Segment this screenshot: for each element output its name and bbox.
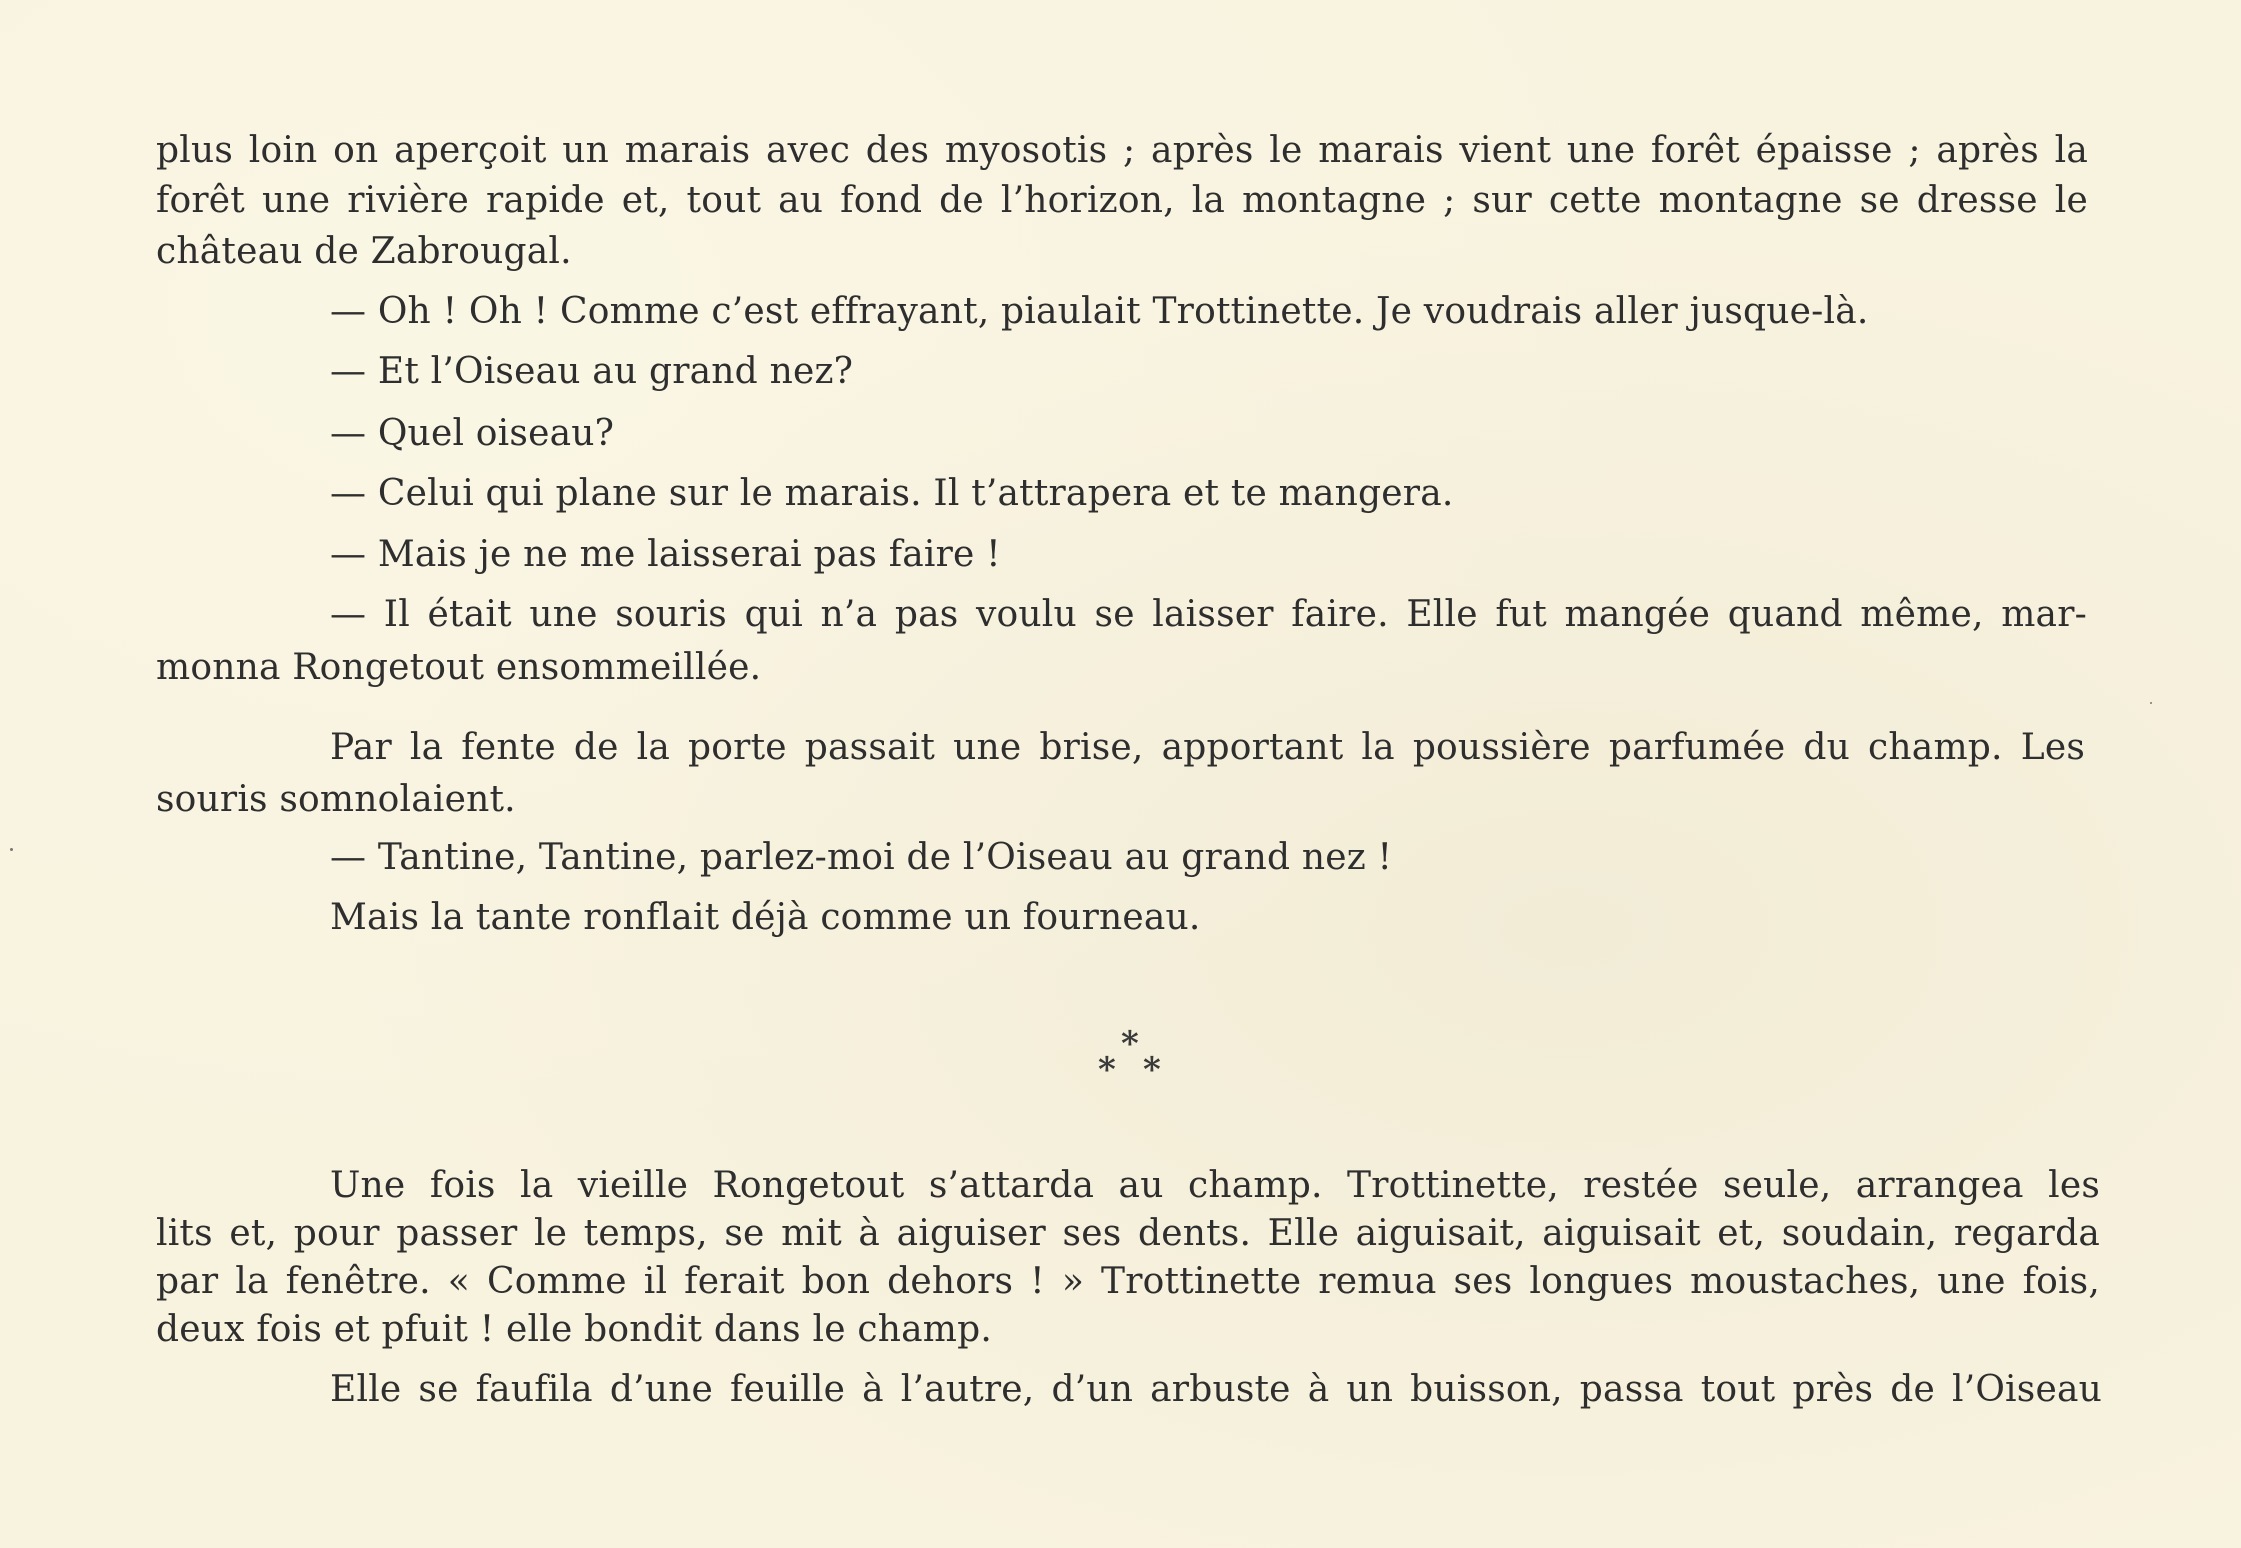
text-line: château de Zabrougal.	[156, 231, 572, 272]
text-line: Une fois la vieille Rongetout s’attarda au champ. Trottinette, restée seule, arrangea les	[330, 1165, 2100, 1206]
dialogue-line: — Oh ! Oh ! Comme c’est effrayant, piaulait Trottinette. Je voudrais aller jusque-là.	[330, 291, 1869, 332]
paper-speck	[2150, 702, 2152, 704]
text-line: par la fenêtre. « Comme il ferait bon dehors ! » Trottinette remua ses longues moustaches, une fois,	[156, 1261, 2100, 1302]
text-line: lits et, pour passer le temps, se mit à aiguiser ses dents. Elle aiguisait, aiguisait et, soudain, regarda	[156, 1213, 2100, 1254]
text-line: souris somnolaient.	[156, 779, 516, 820]
text-line: Par la fente de la porte passait une brise, apportant la poussière parfumée du champ. Les	[330, 727, 2085, 768]
text-line: plus loin on aperçoit un marais avec des myosotis ; après le marais vient une forêt épaisse ; après la	[156, 130, 2088, 171]
text-line: Mais la tante ronflait déjà comme un fourneau.	[330, 897, 1201, 938]
section-break-asterism	[1093, 1023, 1173, 1090]
text-line: forêt une rivière rapide et, tout au fond de l’horizon, la montagne ; sur cette montagne se dresse le	[156, 180, 2088, 221]
text-line: deux fois et pfuit ! elle bondit dans le champ.	[156, 1309, 992, 1350]
dialogue-line: — Et l’Oiseau au grand nez?	[330, 351, 854, 392]
text-line: Elle se faufila d’une feuille à l’autre, d’un arbuste à un buisson, passa tout près de l’Oiseau	[330, 1369, 2102, 1410]
asterisk-icon: *	[1121, 1024, 1139, 1064]
dialogue-line: — Celui qui plane sur le marais. Il t’attrapera et te mangera.	[330, 473, 1454, 514]
dialogue-line: — Il était une souris qui n’a pas voulu se laisser faire. Elle fut mangée quand même, mar-	[330, 594, 2087, 635]
dialogue-line: — Mais je ne me laisserai pas faire !	[330, 534, 1001, 575]
asterisk-icon: *	[1143, 1050, 1161, 1090]
dialogue-line: — Quel oiseau?	[330, 413, 615, 454]
dialogue-line: — Tantine, Tantine, parlez-moi de l’Oiseau au grand nez !	[330, 837, 1393, 878]
asterisk-icon: *	[1098, 1050, 1116, 1090]
paper-speck	[10, 848, 13, 851]
text-line: monna Rongetout ensommeillée.	[156, 647, 762, 688]
